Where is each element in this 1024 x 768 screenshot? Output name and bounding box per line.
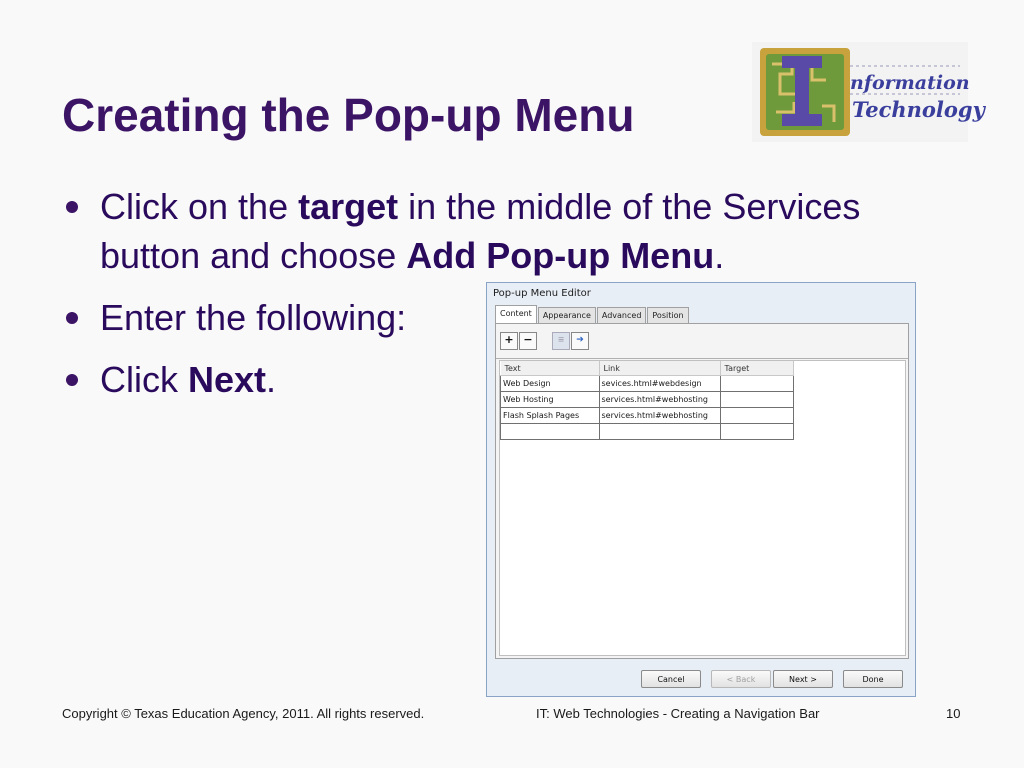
- outdent-item-icon[interactable]: ≡: [552, 332, 570, 350]
- cell-text[interactable]: Web Hosting: [501, 392, 600, 408]
- cell-text[interactable]: Web Design: [501, 376, 600, 392]
- tab-position[interactable]: Position: [647, 307, 688, 324]
- footer-copyright: Copyright © Texas Education Agency, 2011. All rights reserved.: [62, 706, 425, 721]
- cell-target[interactable]: [720, 424, 793, 440]
- done-button[interactable]: Done: [843, 670, 903, 688]
- column-header-target: Target: [720, 361, 793, 376]
- table-row[interactable]: [501, 392, 794, 408]
- next-button[interactable]: Next >: [773, 670, 833, 688]
- cell-target[interactable]: [720, 392, 793, 408]
- bullet-bold-text: Add Pop-up Menu: [406, 235, 715, 276]
- bullet-text: Click on the: [100, 186, 299, 227]
- back-button[interactable]: < Back: [711, 670, 771, 688]
- dialog-title: Pop-up Menu Editor: [493, 288, 591, 299]
- cell-text[interactable]: Flash Splash Pages: [501, 408, 600, 424]
- table-row[interactable]: [501, 408, 794, 424]
- logo-text-line1: nformation: [850, 72, 970, 94]
- cell-target[interactable]: [720, 376, 793, 392]
- toolbar-gap: [538, 332, 552, 352]
- cancel-button[interactable]: Cancel: [641, 670, 701, 688]
- table-header-row: [501, 361, 794, 376]
- tab-appearance[interactable]: Appearance: [538, 307, 596, 324]
- remove-item-button[interactable]: −: [519, 332, 537, 350]
- cell-text[interactable]: [501, 424, 600, 440]
- cell-target[interactable]: [720, 408, 793, 424]
- footer-course-title: IT: Web Technologies - Creating a Navigation Bar: [536, 706, 820, 721]
- cell-link[interactable]: sevices.html#webdesign: [599, 376, 720, 392]
- bullet-item: [62, 182, 912, 280]
- cell-link[interactable]: services.html#webhosting: [599, 408, 720, 424]
- bullet-text: Click: [100, 359, 188, 400]
- menu-items-grid: [499, 360, 906, 656]
- table-row[interactable]: [501, 424, 794, 440]
- bullet-dot-icon: [66, 201, 78, 213]
- column-header-link: Link: [599, 361, 720, 376]
- cell-link[interactable]: services.html#webhosting: [599, 392, 720, 408]
- logo-text-line2: Technology: [852, 97, 985, 122]
- bullet-text: .: [266, 359, 277, 400]
- bullet-bold-text: target: [298, 186, 399, 227]
- bullet-bold-text: Next: [188, 359, 267, 400]
- slide-title: Creating the Pop-up Menu: [62, 89, 635, 141]
- bullet-dot-icon: [66, 312, 78, 324]
- indent-item-icon[interactable]: ➔: [571, 332, 589, 350]
- popup-menu-editor-dialog: [486, 282, 916, 697]
- tab-content[interactable]: Content: [495, 305, 537, 324]
- column-header-text: Text: [501, 361, 600, 376]
- it-logo-icon: [752, 42, 985, 142]
- menu-items-table: [500, 361, 794, 440]
- add-item-button[interactable]: +: [500, 332, 518, 350]
- bullet-text: .: [714, 235, 725, 276]
- footer-page-number: 10: [946, 706, 961, 721]
- tab-advanced[interactable]: Advanced: [597, 307, 647, 324]
- menu-toolbar: [500, 332, 590, 352]
- bullet-dot-icon: [66, 374, 78, 386]
- dialog-tabs: [495, 307, 690, 323]
- content-panel: [495, 323, 909, 659]
- toolbar-divider: [496, 358, 908, 359]
- cell-link[interactable]: [599, 424, 720, 440]
- bullet-text: in the middle of the Services button and choose: [100, 186, 861, 276]
- bullet-text: Enter the following:: [100, 297, 407, 338]
- dialog-buttons: [487, 670, 915, 690]
- table-row[interactable]: [501, 376, 794, 392]
